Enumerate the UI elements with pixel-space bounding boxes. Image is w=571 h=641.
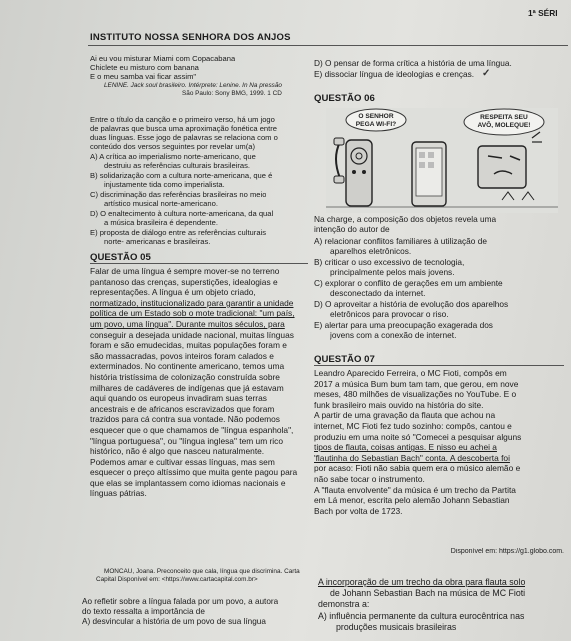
q06-option-d[interactable]: D) O aproveitar a história de evolução dos aparelhos [314, 300, 509, 309]
prev-option-d[interactable]: D) O pensar de forma crítica a história de uma língua. [314, 59, 512, 68]
lyric-line: Ai eu vou misturar Miami com Copacabana [90, 54, 236, 63]
q05-option-a[interactable]: A) desvincular a história de um povo de sua língua [82, 617, 266, 626]
svg-text:O SENHOR: O SENHOR [358, 113, 394, 120]
cartoon-illustration [326, 108, 558, 213]
q05-text [90, 266, 308, 499]
q07-text-line: Leandro Aparecido Ferreira, o MC Fioti, compôs em [314, 368, 507, 378]
q04-option-d-cont: a música brasileira é dependente. [104, 218, 218, 227]
q05-question-line: do texto ressalta a importância de [82, 607, 205, 616]
q05-text-line: foram e são emudecidas, muitas populações foram e [90, 340, 287, 351]
q05-title: QUESTÃO 05 [90, 252, 308, 264]
series-label: 1ª SÉRI [528, 8, 558, 18]
q05-text-line: línguas pátrias. [90, 488, 147, 499]
q05-text-line: milhares de cadáveres de indígenas que já estavam [90, 382, 284, 393]
q06-option-a[interactable]: A) relacionar conflitos familiares à utilização de [314, 237, 487, 246]
svg-text:RESPEITA SEU: RESPEITA SEU [480, 114, 528, 121]
q07-text-line: funk brasileiro mais ouvido na história do site. [314, 399, 484, 410]
q05-text-line: representações. A língua é um objeto criado, [90, 287, 256, 298]
old-phone [346, 140, 372, 206]
q04-option-d[interactable]: D) O enaltecimento à cultura norte-americana, da qual [90, 209, 274, 218]
q05-text-line: que elas se implantassem como idiomas nacionais e [90, 477, 286, 488]
q07-question-line: A incorporação de um trecho da obra para flauta solo [318, 578, 526, 587]
q05-text-line: são massacradas, povos inteiros foram calados e [90, 350, 274, 361]
svg-text:AVÔ, MOLEQUE!: AVÔ, MOLEQUE! [477, 122, 531, 129]
q07-text-line: Bach por volta de 1723. [314, 505, 403, 516]
q04-stem-line: duas línguas. Esse jogo de palavras se relaciona com o [90, 133, 278, 142]
q05-text-line: ancestrais e de africanos escravizados que foram [90, 403, 275, 414]
q07-question-line: demonstra a: [318, 600, 370, 609]
school-name: INSTITUTO NOSSA SENHORA DOS ANJOS [90, 32, 291, 43]
q06-option-a-cont: aparelhos eletrônicos. [330, 247, 412, 256]
q07-text-line: 'flautinha do Sebastian Bach" conta. A descoberta foi [314, 452, 510, 463]
q07-text-line: produziu em uma noite só "Comecei a pesquisar alguns [314, 431, 522, 442]
q04-stem-line: conteúdo dos versos seguintes por revelar um(a) [90, 142, 256, 151]
svg-text:PEGA WI-FI?: PEGA WI-FI? [355, 121, 397, 128]
q04-option-c[interactable]: C) discriminação das referências brasileiras no meio [90, 190, 267, 199]
q06-option-e[interactable]: E) alertar para uma preocupação exagerada dos [314, 321, 493, 330]
q06-option-b[interactable]: B) criticar o uso excessivo de tecnologia, [314, 258, 465, 267]
q04-option-e-cont: norte- americanas e brasileiras. [104, 237, 211, 246]
q05-text-line: histórico, não é algo que nasceu naturalmente. [90, 446, 265, 457]
q04-option-e[interactable]: E) proposta de diálogo entre as referências culturais [90, 228, 267, 237]
q06-option-c-cont: desconectado da internet. [330, 289, 426, 298]
q04-option-b[interactable]: B) solidarização com a cultura norte-americana, que é [90, 171, 273, 180]
q07-text-line: A partir de uma gravação da flauta que achou na [314, 410, 496, 421]
q07-text-line: meses, 480 milhões de visualizações no YouTube. E o [314, 389, 517, 400]
q05-text-line: um povo, uma língua". Durante muitos séculos, para [90, 318, 285, 329]
q04-option-b-cont: injustamente tida como imperialista. [104, 180, 225, 189]
q07-title: QUESTÃO 07 [314, 354, 564, 366]
q04-option-c-cont: artístico musical norte-americano. [104, 199, 218, 208]
q07-text-line: internet, MC Fioti fez tudo sozinho: compôs, cantou e [314, 420, 512, 431]
q06-stem-line: Na charge, a composição dos objetos revela uma [314, 215, 497, 224]
q05-source: MONCAU, Joana. Preconceito que cala, língua que discrimina. Carta [104, 568, 300, 575]
q04-option-a-cont: destruiu as referências culturais brasileiras. [104, 161, 251, 170]
q07-option-a[interactable]: A) influência permanente da cultura eurocêntrica nas [318, 612, 525, 621]
q05-text-line: "língua portuguesa", ou "língua inglesa" tem um rico [90, 435, 283, 446]
q04-option-a[interactable]: A) A crítica ao imperialismo norte-americano, que [90, 152, 256, 161]
header-rule [88, 45, 568, 46]
q07-option-a-cont: produções musicais brasileiras [336, 623, 457, 632]
q07-text-line: 2017 a música Bum bum tam tam, que gerou, em nove [314, 378, 519, 389]
lyrics-credit: São Paulo: Sony BMG, 1999. 1 CD [182, 90, 282, 97]
lyric-line: Chiclete eu misturo com banana [90, 63, 199, 72]
q05-source-url: Capital Disponível em: <https://www.cartacapital.com.br> [96, 576, 258, 583]
q06-title: QUESTÃO 06 [314, 93, 375, 104]
q06-option-e-cont: jovens com a conexão de internet. [330, 331, 457, 340]
q07-text [314, 368, 566, 516]
q06-option-d-cont: eletrônicos para provocar o riso. [330, 310, 449, 319]
q04-stem-line: Entre o título da canção e o primeiro verso, há um jogo [90, 115, 275, 124]
q05-text-line: política de um Estado sob o mote tradicional: "um país, [90, 308, 295, 319]
q05-text-line: trazidos para cá contra sua vontade. Não podemos [90, 414, 280, 425]
q06-option-c[interactable]: C) explorar o conflito de gerações em um ambiente [314, 279, 503, 288]
q05-text-line: exterminados. No continente americano, temos uma [90, 361, 285, 372]
q05-text-line: Falar de uma língua é sempre mover-se no terreno [90, 266, 280, 276]
q05-question-line: Ao refletir sobre a língua falada por um povo, a autora [82, 597, 279, 606]
old-tv [478, 146, 526, 188]
q07-text-line: A "flauta envolvente" da música é um trecho da Partita [314, 484, 516, 495]
lyric-line: E o meu samba vai ficar assim" [90, 72, 197, 81]
q05-text-line: aqui quando os europeus invadiram suas terras [90, 393, 267, 404]
q05-text-line: pantanoso das crenças, superstições, idealogias e [90, 276, 278, 287]
q05-text-line: esquecer que o que chamamos de "língua espanhola", [90, 424, 294, 435]
q07-text-line: não sabe tocar o instrumento. [314, 473, 425, 484]
handwritten-check: ✓ [482, 68, 491, 79]
q05-text-line: Podemos amar e cultivar essas línguas, mas sem [90, 456, 275, 467]
q07-text-line: em Lá menor, escrita pelo alemão Johann Sebastian [314, 495, 510, 506]
q05-text-line: conseguir a desejada unidade nacional, muitas línguas [90, 329, 294, 340]
prev-option-e[interactable]: E) dissociar língua de ideologias e crenças. [314, 70, 475, 79]
q05-text-line: normatizado, institucionalizado para garantir a unidade [90, 297, 294, 308]
q07-source: Disponível em: https://g1.globo.com. [450, 548, 564, 555]
lyrics-credit: LENINE. Jack soul brasileiro. Intérprete: Lenine. In Na pressão [104, 82, 282, 89]
q06-option-b-cont: principalmente pelos mais jovens. [330, 268, 455, 277]
q04-stem-line: de palavras que busca uma aproximação fonética entre [90, 124, 278, 133]
q06-stem-line: intenção do autor de [314, 225, 390, 234]
q07-text-line: por acaso: Fioti não sabia quem era o músico alemão e [314, 463, 521, 474]
q07-question-line: de Johann Sebastian Bach na música de MC Fioti [330, 589, 526, 598]
q05-text-line: esquecer o preço altíssimo que muita gente pagou para [90, 467, 298, 478]
q05-text-line: história tristíssima de colonização construída sobre [90, 371, 280, 382]
q07-text-line: tipos de flauta, coisas antigas. E nisso eu achei a [314, 442, 497, 453]
